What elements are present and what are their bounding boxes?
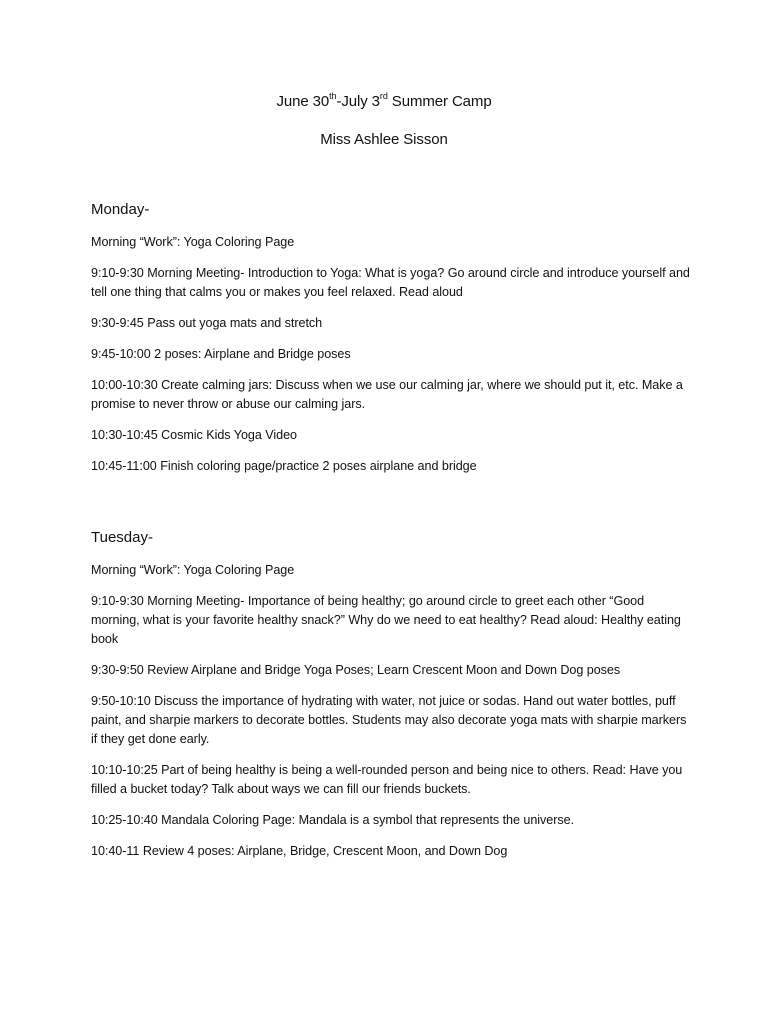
schedule-entry: 10:40-11 Review 4 poses: Airplane, Bridge, Crescent Moon, and Down Dog	[91, 844, 508, 858]
schedule-entry: 10:25-10:40 Mandala Coloring Page: Mandala is a symbol that represents the universe.	[91, 813, 575, 827]
schedule-entry: 10:30-10:45 Cosmic Kids Yoga Video	[91, 428, 298, 442]
day-section-monday	[91, 201, 691, 488]
day-section-tuesday	[91, 529, 691, 873]
title-camp-name: Summer Camp	[387, 93, 492, 110]
schedule-entry: Morning “Work”: Yoga Coloring Page	[91, 235, 295, 249]
schedule-entry: 9:30-9:50 Review Airplane and Bridge Yoga Poses; Learn Crescent Moon and Down Dog poses	[91, 663, 621, 677]
title-ordinal-start: th	[329, 91, 337, 101]
schedule-entry: 10:45-11:00 Finish coloring page/practice 2 poses airplane and bridge	[91, 459, 477, 473]
title-date-start: June 30	[276, 93, 330, 110]
day-heading: Tuesday-	[91, 529, 153, 546]
schedule-entry: 9:50-10:10 Discuss the importance of hydrating with water, not juice or sodas. Hand out water bottles, puff paint, and sharpie markers to decorate bottles. Students may also decorate yoga mats with sharpie markers if they get done early.	[91, 694, 687, 746]
schedule-entry: Morning “Work”: Yoga Coloring Page	[91, 563, 295, 577]
schedule-entry: 9:30-9:45 Pass out yoga mats and stretch	[91, 316, 323, 330]
document-title	[0, 93, 768, 111]
schedule-entry: 9:10-9:30 Morning Meeting- Introduction to Yoga: What is yoga? Go around circle and introduce yourself and tell one thing that calms you or makes you feel relaxed. Read aloud	[91, 266, 690, 299]
schedule-entry: 10:00-10:30 Create calming jars: Discuss when we use our calming jar, where we should put it, etc. Make a promise to never throw or abuse our calming jars.	[91, 378, 683, 411]
schedule-entry: 10:10-10:25 Part of being healthy is being a well-rounded person and being nice to others. Read: Have you filled a bucket today? Talk about ways we can fill our friends buckets.	[91, 763, 683, 796]
schedule-entry: 9:45-10:00 2 poses: Airplane and Bridge poses	[91, 347, 351, 361]
title-date-end: -July 3	[336, 93, 380, 110]
teacher-name: Miss Ashlee Sisson	[320, 131, 448, 148]
title-ordinal-end: rd	[379, 91, 388, 101]
day-heading: Monday-	[91, 201, 150, 218]
schedule-entry: 9:10-9:30 Morning Meeting- Importance of being healthy; go around circle to greet each other “Good morning, what is your favorite healthy snack?” Why do we need to eat healthy? Read aloud: Healthy eating book	[91, 594, 681, 646]
